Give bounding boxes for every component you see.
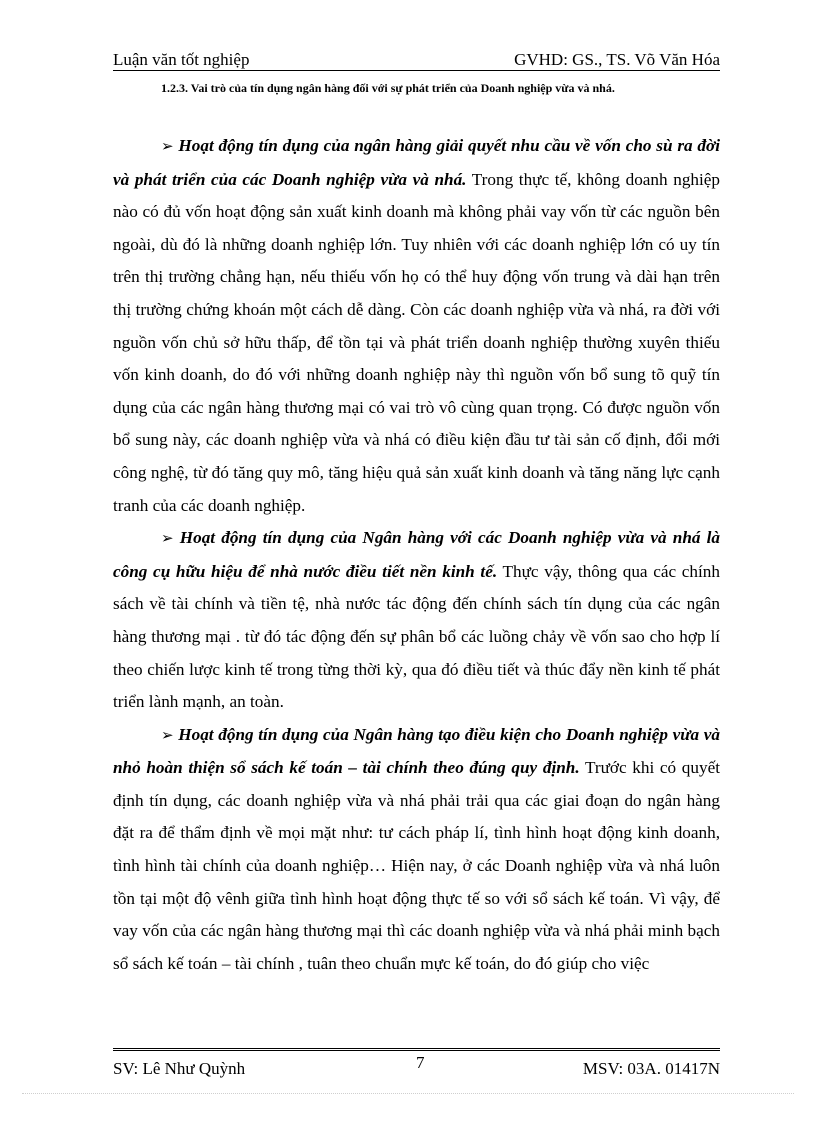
- paragraph-heading: Hoạt động tín dụng của ngân hàng giải quyết nhu cầu về vốn cho sù ra đời và phát triển của các Doanh nghiệp vừa và nhá.: [113, 136, 721, 189]
- page-header: [113, 48, 720, 71]
- section-title: 1.2.3. Vai trò của tín dụng ngân hàng đối với sự phát triển của Doanh nghiệp vừa và nhá.: [161, 81, 615, 95]
- document-body: [113, 130, 720, 980]
- paragraph: [113, 130, 720, 522]
- page-boundary: [22, 1093, 794, 1094]
- footer-student-id: MSV: 03A. 01417N: [582, 1059, 720, 1078]
- paragraph-text: Trong thực tế, không doanh nghiệp nào có đủ vốn hoạt động sản xuất kinh doanh mà không phải vay vốn từ các nguồn bên ngoài, dù đó là những doanh nghiệp lớn. Tuy nhiên với các doanh nghiệp lớn có uy tín trên thị trường chẳng hạn, nếu thiếu vốn họ có thể huy động vốn trung và dài hạn trên thị trường chứng khoán một cách dễ dàng. Còn các doanh nghiệp vừa và nhá, ra đời với nguồn vốn chủ sở hữu thấp, để tồn tại và phát triển doanh nghiệp thường xuyên thiếu vốn kinh doanh, do đó với những doanh nghiệp này thì nguồn vốn bổ sung tõ quỹ tín dụng của các ngân hàng thương mại có vai trò vô cùng quan trọng. Có được nguồn vốn bổ sung này, các doanh nghiệp vừa và nhá có điều kiện đầu tư tài sản cố định, đổi mới công nghệ, từ đó tăng quy mô, tăng hiệu quả sản xuất kinh doanh và tăng năng lực cạnh tranh của các doanh nghiệp.: [113, 169, 721, 515]
- footer-student: SV: Lê Như Quỳnh: [113, 1059, 246, 1078]
- page-number: 7: [416, 1053, 425, 1072]
- paragraph-text: Trước khi có quyết định tín dụng, các doanh nghiệp vừa và nhá phải trải qua các giai đoạn do ngân hàng đặt ra để thẩm định về mọi mặt như: tư cách pháp lí, tình hình hoạt động kinh doanh, tình hình tài chính của doanh nghiệp… Hiện nay, ở các Doanh nghiệp vừa và nhá luôn tồn tại một độ vênh giữa tình hình hoạt động thực tế so với sổ sách kế toán. Vì vậy, để vay vốn của các ngân hàng thương mại thì các doanh nghiệp vừa và nhá phải minh bạch sổ sách kế toán – tài chính , tuân theo chuẩn mực kế toán, do đó giúp cho việc: [113, 758, 720, 973]
- arrow-bullet-icon: ➢: [161, 727, 174, 744]
- paragraph-heading: Hoạt động tín dụng của Ngân hàng với các Doanh nghiệp vừa và nhá là công cụ hữu hiệu để nhà nước điều tiết nền kinh tế.: [113, 528, 721, 581]
- paragraph: [113, 719, 720, 981]
- header-advisor: GVHD: GS., TS. Võ Văn Hóa: [514, 50, 720, 69]
- arrow-bullet-icon: ➢: [161, 531, 174, 548]
- arrow-bullet-icon: ➢: [161, 139, 174, 155]
- paragraph-text: Thực vậy, thông qua các chính sách về tài chính và tiền tệ, nhà nước tác động đến chính sách tín dụng của các ngân hàng thương mại . từ đó tác động đến sự phân bổ các luồng chảy về vốn sao cho hợp lí theo chiến lược kinh tế trong từng thời kỳ, qua đó điều tiết và thúc đẩy nền kinh tế phát triển lành mạnh, an toàn.: [113, 561, 720, 712]
- paragraph: [113, 522, 720, 719]
- header-thesis-label: Luận văn tốt nghiệp: [113, 50, 250, 69]
- paragraph-heading: Hoạt động tín dụng của Ngân hàng tạo điều kiện cho Doanh nghiệp vừa và nhỏ hoàn thiện sổ sách kế toán – tài chính theo đúng quy định.: [113, 724, 720, 778]
- page-footer: [113, 1048, 720, 1081]
